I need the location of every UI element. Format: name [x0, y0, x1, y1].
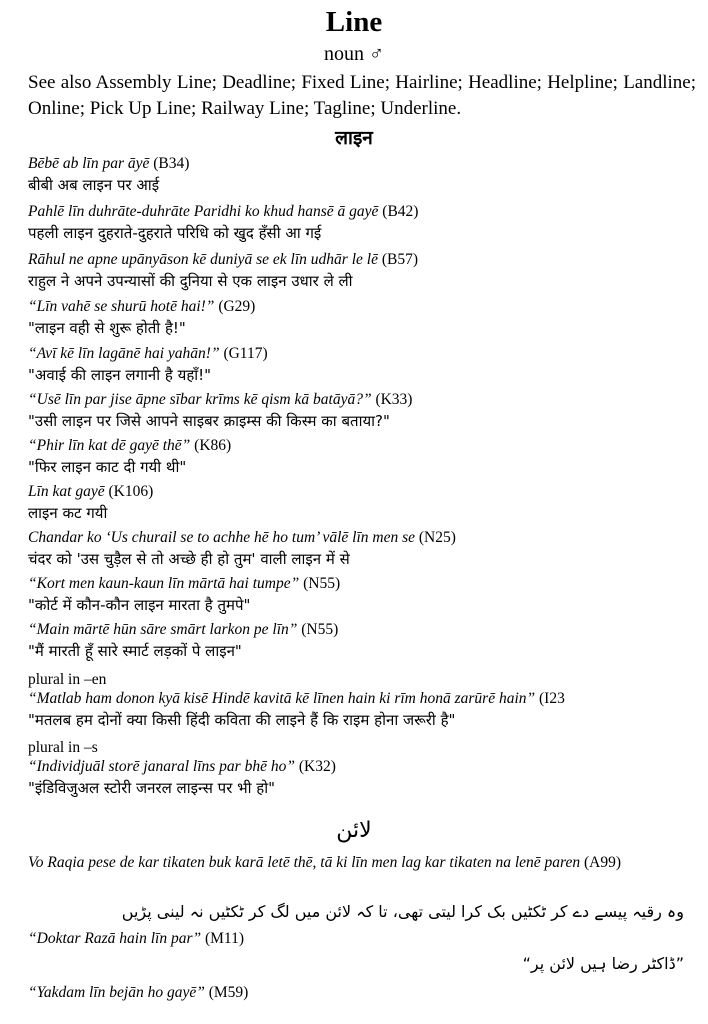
example-hindi: "कोर्ट में कौन-कौन लाइन मारता है तुमपे" [28, 596, 251, 614]
example-transliteration: “Individjuāl storē janaral līns par bhē ho” (K32) [28, 758, 336, 775]
example-transliteration: “Kort men kaun-kaun līn mārtā hai tumpe” (N55) [28, 575, 341, 592]
example-hindi: लाइन कट गयी [28, 504, 108, 522]
urdu-heading: لائن [336, 818, 372, 843]
example-transliteration: “Matlab ham donon kyā kisē Hindē kavitā kē līnen hain ki rīm honā zarūrē hain” (I23 [28, 690, 565, 707]
entry-title: Line [325, 6, 383, 38]
example-hindi: चंदर को 'उस चुड़ैल से तो अच्छे ही हो तुम' वाली लाइन में से [28, 550, 350, 568]
plural-s-label: plural in –s [28, 739, 98, 756]
part-of-speech: noun ♂ [324, 43, 384, 65]
example-transliteration: Chandar ko ‘Us churail se to achhe hē ho tum’ vālē līn men se (N25) [28, 529, 456, 546]
example-transliteration: “Yakdam līn bejān ho gayē” (M59) [28, 984, 249, 1001]
example-hindi: राहुल ने अपने उपन्यासों की दुनिया से एक लाइन उधार ले ली [28, 272, 353, 290]
example-transliteration: “Phir līn kat dē gayē thē” (K86) [28, 437, 232, 454]
example-hindi: "मैं मारती हूँ सारे स्मार्ट लड़कों पे लाइन" [28, 642, 242, 660]
example-hindi: "लाइन वही से शुरू होती है!" [28, 319, 186, 337]
example-transliteration: Bēbē ab līn par āyē (B34) [28, 155, 190, 172]
example-hindi: "अवाई की लाइन लगानी है यहाँ!" [28, 366, 212, 384]
example-transliteration: “Doktar Razā hain līn par” (M11) [28, 930, 245, 947]
example-hindi: "उसी लाइन पर जिसे आपने साइबर क्राइम्स की किस्म का बताया?" [28, 412, 390, 430]
example-transliteration: “Main mārtē hūn sāre smārt larkon pe līn” (N55) [28, 621, 339, 638]
example-hindi: बीबी अब लाइन पर आई [28, 176, 160, 194]
example-urdu: وہ رقیہ پیسے دے کر ٹکٹیں بک کرا لیتی تھی، تا کہ لائن میں لگ کر ٹکٹیں نہ لینی پڑیں [121, 902, 684, 921]
example-hindi: "मतलब हम दोनों क्या किसी हिंदी कविता की लाइने हैं कि राइम होना जरूरी है" [28, 711, 456, 729]
example-transliteration: Līn kat gayē (K106) [28, 483, 154, 500]
example-transliteration: “Līn vahē se shurū hotē hai!” (G29) [28, 298, 256, 315]
hindi-heading: लाइन [335, 127, 373, 149]
see-also: See also Assembly Line; Deadline; Fixed Line; Hairline; Headline; Helpline; Landline; Online; Pick Up Line; Railway Line; Tagline; Underline. [28, 72, 696, 119]
example-urdu: ”ڈاکٹر رضا ہیں لائن پر“ [522, 954, 684, 973]
example-transliteration: Rāhul ne apne upānyāson kē duniyā se ek līn udhār le lē (B57) [28, 251, 419, 268]
example-hindi: पहली लाइन दुहराते-दुहराते परिधि को खुद हँसी आ गई [28, 224, 322, 242]
example-hindi: "इंडिविजुअल स्टोरी जनरल लाइन्स पर भी हो" [28, 779, 276, 797]
example-transliteration: Pahlē līn duhrāte-duhrāte Paridhi ko khud hansē ā gayē (B42) [28, 203, 419, 220]
plural-en-label: plural in –en [28, 671, 107, 688]
example-transliteration: “Avī kē līn lagānē hai yahān!” (G117) [28, 345, 268, 362]
example-transliteration: Vo Raqia pese de kar tikaten buk karā letē thē, tā ki līn men lag kar tikaten na lenē paren (A99) [28, 854, 622, 871]
example-hindi: "फिर लाइन काट दी गयी थी" [28, 458, 187, 476]
example-transliteration: “Usē līn par jise āpne sībar krīms kē qism kā batāyā?” (K33) [28, 391, 413, 408]
